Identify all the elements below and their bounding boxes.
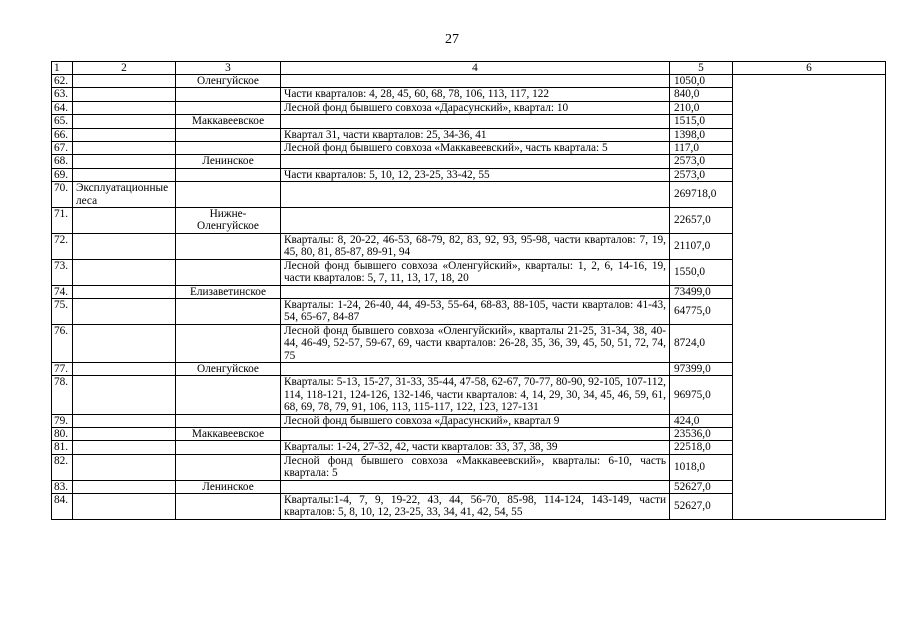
forest-category [73, 376, 176, 414]
quarters-description [281, 75, 670, 88]
forest-category [73, 480, 176, 493]
row-number: 82. [52, 454, 73, 480]
area-value: 424,0 [670, 414, 733, 427]
row-number: 78. [52, 376, 73, 414]
page-number: 27 [445, 32, 459, 47]
forestry-district: Оленгуйское [176, 362, 281, 375]
row-number: 63. [52, 88, 73, 101]
quarters-description: Лесной фонд бывшего совхоза «Оленгуйский», кварталы 21-25, 31-34, 38, 40-44, 46-49, 52-57, 59-67, 69, части кварталов: 26-28, 35, 36, 39, 45, 50, 51, 72, 74, 75 [281, 324, 670, 362]
row-number: 66. [52, 128, 73, 141]
table-body [52, 75, 886, 520]
quarters-description [281, 155, 670, 168]
quarters-description: Квартал 31, части кварталов: 25, 34-36, 41 [281, 128, 670, 141]
quarters-description: Кварталы: 5-13, 15-27, 31-33, 35-44, 47-58, 62-67, 70-77, 80-90, 92-105, 107-112, 114, 118-121, 124-126, 132-146, части кварталов: 4, 14, 29, 30, 34, 45, 46, 59, 61, 68, 69, 78, 79, 91, 106, 113, 115-117, 122, 123, 127-131 [281, 376, 670, 414]
row-number: 67. [52, 142, 73, 155]
forest-category [73, 155, 176, 168]
forest-category [73, 285, 176, 298]
quarters-description: Лесной фонд бывшего совхоза «Оленгуйский», кварталы: 1, 2, 6, 14-16, 19, части кварталов: 5, 7, 11, 13, 17, 18, 20 [281, 259, 670, 285]
forestry-district: Ленинское [176, 155, 281, 168]
area-value: 1550,0 [670, 259, 733, 285]
area-value: 73499,0 [670, 285, 733, 298]
forestry-district: Нижне-Оленгуйское [176, 208, 281, 234]
area-value: 1050,0 [670, 75, 733, 88]
quarters-description [281, 208, 670, 234]
row-number: 68. [52, 155, 73, 168]
area-value: 840,0 [670, 88, 733, 101]
forestry-district [176, 101, 281, 114]
quarters-description [281, 115, 670, 128]
header-cell: 4 [281, 62, 670, 75]
forest-category [73, 115, 176, 128]
area-value: 22657,0 [670, 208, 733, 234]
forest-category [73, 324, 176, 362]
forestry-district [176, 494, 281, 520]
forestry-district [176, 298, 281, 324]
quarters-description: Лесной фонд бывшего совхоза «Дарасунский», квартал: 10 [281, 101, 670, 114]
quarters-description [281, 362, 670, 375]
forest-category [73, 75, 176, 88]
row-number: 70. [52, 182, 73, 208]
table-row [52, 75, 886, 88]
row-number: 69. [52, 168, 73, 181]
quarters-description [281, 427, 670, 440]
row-number: 75. [52, 298, 73, 324]
area-value: 1398,0 [670, 128, 733, 141]
row-number: 62. [52, 75, 73, 88]
quarters-description: Лесной фонд бывшего совхоза «Маккавеевский», кварталы: 6-10, часть квартала: 5 [281, 454, 670, 480]
forest-category [73, 233, 176, 259]
area-value: 1515,0 [670, 115, 733, 128]
forestry-district [176, 376, 281, 414]
area-value: 52627,0 [670, 480, 733, 493]
area-value: 1018,0 [670, 454, 733, 480]
row-number: 64. [52, 101, 73, 114]
quarters-description [281, 285, 670, 298]
forestry-district [176, 233, 281, 259]
forestry-district [176, 441, 281, 454]
quarters-description: Кварталы: 8, 20-22, 46-53, 68-79, 82, 83, 92, 93, 95-98, части кварталов: 7, 19, 45, 80, 81, 85-87, 89-91, 94 [281, 233, 670, 259]
forest-category: Эксплуатационные леса [73, 182, 176, 208]
forestry-district [176, 168, 281, 181]
row-number: 79. [52, 414, 73, 427]
quarters-description: Кварталы: 1-24, 27-32, 42, части кварталов: 33, 37, 38, 39 [281, 441, 670, 454]
area-value: 117,0 [670, 142, 733, 155]
forestry-district [176, 414, 281, 427]
quarters-description: Кварталы: 1-24, 26-40, 44, 49-53, 55-64, 68-83, 88-105, части кварталов: 41-43, 54, 65-67, 84-87 [281, 298, 670, 324]
row-number: 84. [52, 494, 73, 520]
area-value: 210,0 [670, 101, 733, 114]
area-value: 2573,0 [670, 155, 733, 168]
forest-category [73, 208, 176, 234]
row-number: 72. [52, 233, 73, 259]
row-number: 74. [52, 285, 73, 298]
forestry-district [176, 182, 281, 208]
header-row [52, 62, 886, 75]
forest-category [73, 142, 176, 155]
header-cell: 2 [73, 62, 176, 75]
forest-category [73, 101, 176, 114]
forestry-district: Маккавеевское [176, 427, 281, 440]
row-number: 76. [52, 324, 73, 362]
forest-category [73, 128, 176, 141]
row-number: 73. [52, 259, 73, 285]
forest-category [73, 454, 176, 480]
forestry-district: Оленгуйское [176, 75, 281, 88]
forest-table [51, 61, 886, 520]
quarters-description [281, 182, 670, 208]
row-number: 77. [52, 362, 73, 375]
quarters-description: Кварталы:1-4, 7, 9, 19-22, 43, 44, 56-70, 85-98, 114-124, 143-149, части кварталов: 5, 8, 10, 12, 23-25, 33, 34, 41, 42, 54, 55 [281, 494, 670, 520]
area-value: 21107,0 [670, 233, 733, 259]
forest-category [73, 259, 176, 285]
area-value: 52627,0 [670, 494, 733, 520]
header-cell: 1 [52, 62, 73, 75]
forestry-district [176, 259, 281, 285]
row-number: 83. [52, 480, 73, 493]
forest-category [73, 414, 176, 427]
area-value: 97399,0 [670, 362, 733, 375]
forest-category [73, 88, 176, 101]
row-number: 71. [52, 208, 73, 234]
header-cell: 3 [176, 62, 281, 75]
forestry-district [176, 324, 281, 362]
quarters-description: Части кварталов: 4, 28, 45, 60, 68, 78, 106, 113, 117, 122 [281, 88, 670, 101]
forestry-district: Елизаветинское [176, 285, 281, 298]
forest-category [73, 168, 176, 181]
header-cell: 6 [733, 62, 886, 75]
forestry-district [176, 128, 281, 141]
forestry-district: Ленинское [176, 480, 281, 493]
quarters-description: Части кварталов: 5, 10, 12, 23-25, 33-42, 55 [281, 168, 670, 181]
quarters-description: Лесной фонд бывшего совхоза «Дарасунский», квартал 9 [281, 414, 670, 427]
row-number: 81. [52, 441, 73, 454]
forestry-district [176, 142, 281, 155]
area-value: 64775,0 [670, 298, 733, 324]
area-value: 8724,0 [670, 324, 733, 362]
forestry-district [176, 454, 281, 480]
area-value: 269718,0 [670, 182, 733, 208]
row-number: 80. [52, 427, 73, 440]
notes-column [733, 75, 886, 520]
area-value: 23536,0 [670, 427, 733, 440]
forest-category [73, 494, 176, 520]
header-cell: 5 [670, 62, 733, 75]
forest-category [73, 362, 176, 375]
area-value: 22518,0 [670, 441, 733, 454]
area-value: 96975,0 [670, 376, 733, 414]
forest-category [73, 427, 176, 440]
quarters-description [281, 480, 670, 493]
forestry-district [176, 88, 281, 101]
row-number: 65. [52, 115, 73, 128]
forest-category [73, 441, 176, 454]
quarters-description: Лесной фонд бывшего совхоза «Маккавеевский», часть квартала: 5 [281, 142, 670, 155]
area-value: 2573,0 [670, 168, 733, 181]
forest-category [73, 298, 176, 324]
forestry-district: Маккавеевское [176, 115, 281, 128]
